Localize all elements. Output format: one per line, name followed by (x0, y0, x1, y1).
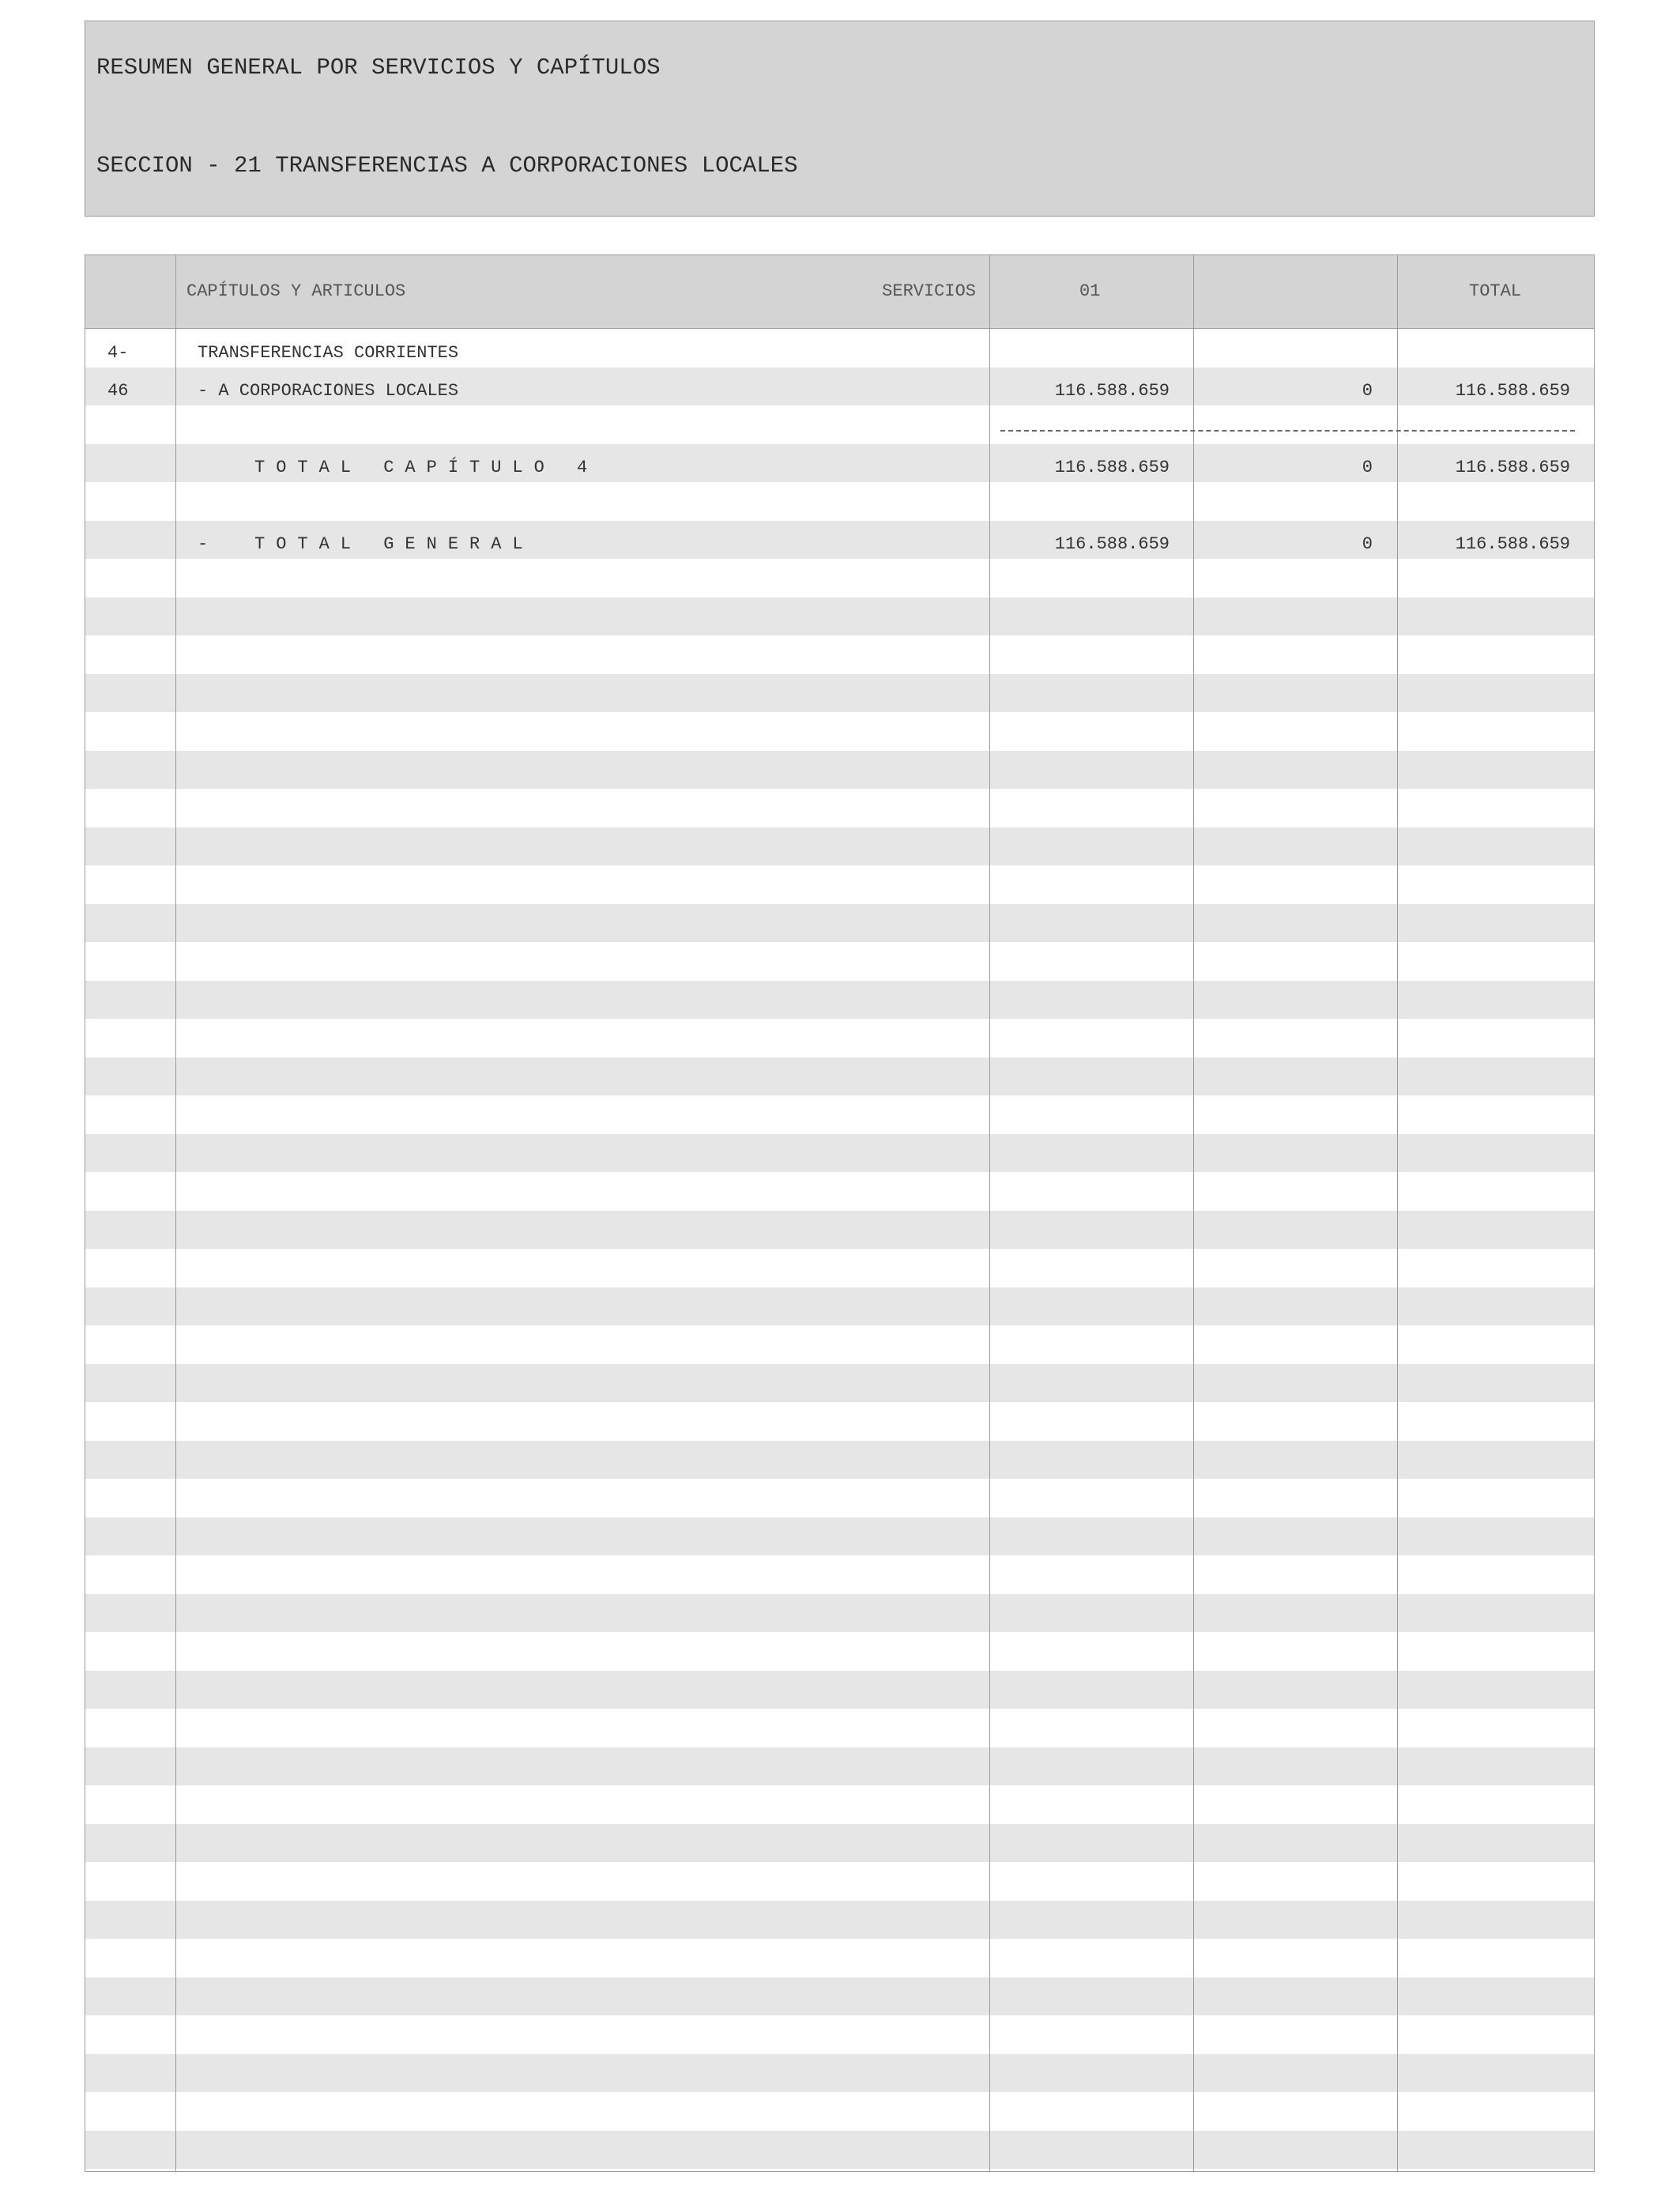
row-value-total: 116.588.659 (1455, 381, 1570, 401)
row-code: 4- (107, 343, 129, 363)
subtotal-separator (1000, 430, 1575, 432)
report-header (85, 21, 1595, 217)
total-general-prefix: - (198, 534, 209, 554)
row-description: - A CORPORACIONES LOCALES (198, 381, 459, 401)
total-chapter-value-blank: 0 (1362, 458, 1373, 477)
report-title: RESUMEN GENERAL POR SERVICIOS Y CAPÍTULOS (96, 55, 661, 81)
column-header-01: 01 (1079, 281, 1101, 301)
table-row (85, 340, 1594, 367)
table-row-stripes (85, 329, 1594, 2172)
summary-table (85, 254, 1595, 2172)
total-chapter-value-01: 116.588.659 (1054, 458, 1170, 477)
total-general-value-blank: 0 (1362, 534, 1373, 554)
row-description: TRANSFERENCIAS CORRIENTES (198, 343, 459, 363)
total-general-value-01: 116.588.659 (1054, 534, 1170, 554)
column-header-description: CAPÍTULOS Y ARTICULOS (186, 281, 406, 301)
row-code: 46 (107, 381, 129, 401)
table-row (85, 378, 1594, 405)
total-chapter-label: TOTAL CAPÍTULO 4 (254, 458, 599, 477)
report-section: SECCION - 21 TRANSFERENCIAS A CORPORACIONES LOCALES (96, 153, 798, 179)
column-header-total: TOTAL (1469, 281, 1522, 301)
total-general-label: TOTAL GENERAL (254, 534, 534, 554)
table-header (85, 255, 1594, 329)
total-general-row (85, 531, 1594, 558)
total-chapter-value-total: 116.588.659 (1455, 458, 1570, 477)
row-value-blank: 0 (1362, 381, 1373, 401)
total-general-value-total: 116.588.659 (1455, 534, 1570, 554)
row-value-01: 116.588.659 (1054, 381, 1170, 401)
total-chapter-row (85, 454, 1594, 481)
column-header-services: SERVICIOS (882, 281, 976, 301)
